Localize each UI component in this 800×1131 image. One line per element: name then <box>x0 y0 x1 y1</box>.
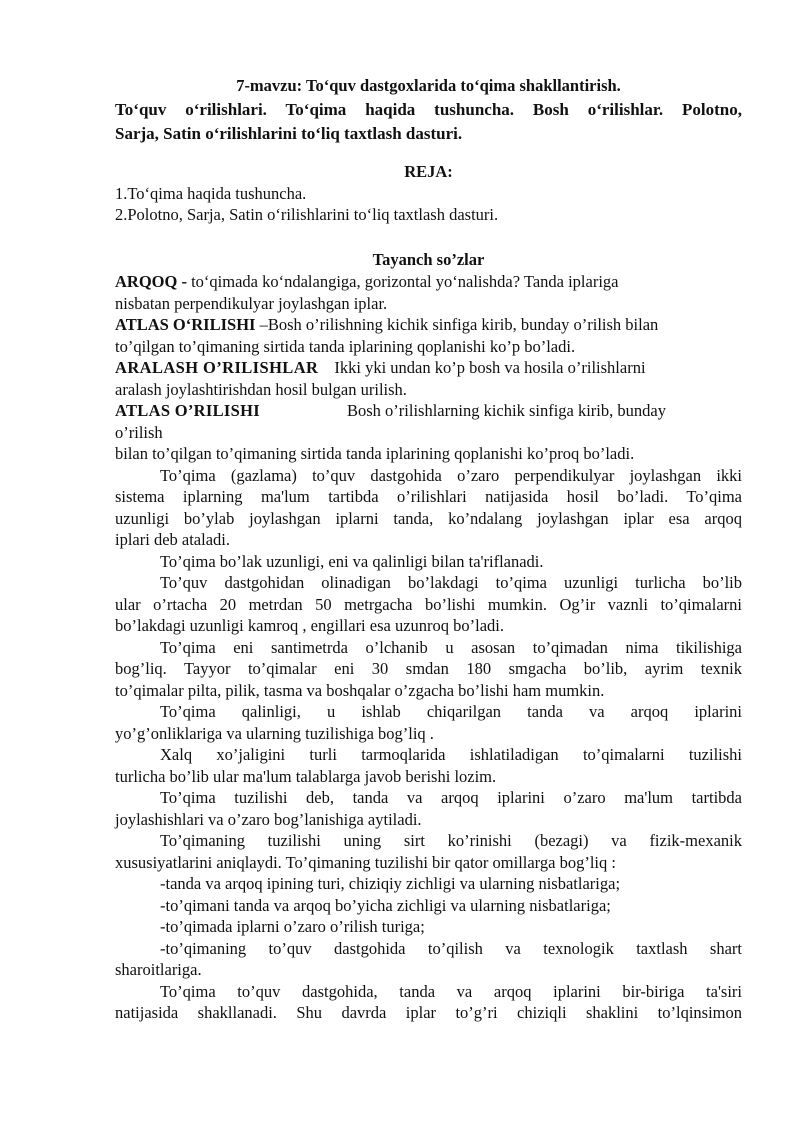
topic-title: 7-mavzu: To‘quv dastgoxlarida to‘qima shakllantirish. <box>236 76 621 95</box>
paragraph-line: bog’liq. Tayyor to’qimalar eni 30 smdan 180 smgacha bo’lib, ayrim texnik <box>115 659 742 678</box>
list-item: -to’qimani tanda va arqoq bo’yicha zichligi va ularning nisbatlariga; <box>160 896 611 915</box>
paragraph-line: Xalq xo’jaligini turli tarmoqlarida ishlatiladigan to’qimalarni tuzilishi <box>160 745 742 764</box>
keyword-atlas-1 <box>115 315 742 335</box>
list-item: -to’qimada iplarni o’zaro o’rilish turiga; <box>160 917 425 936</box>
keyword-definition-line: nisbatan perpendikulyar joylashgan iplar. <box>115 294 388 313</box>
keyword-definition-line: bilan to’qilgan to’qimaning sirtida tanda iplarining qoplanishi ko’proq bo’ladi. <box>115 444 635 463</box>
topic-subtitle-line-2: Sarja, Satin o‘rilishlarini to‘liq taxtlash dasturi. <box>115 124 463 143</box>
keyword-term: ARQOQ - <box>115 272 187 291</box>
keyword-term: ARALASH O’RILISHLAR <box>115 358 319 377</box>
paragraph-line: joylashishlari va o’zaro bog’lanishiga aytiladi. <box>115 810 422 829</box>
plan-item-1: 1.To‘qima haqida tushuncha. <box>115 184 307 203</box>
paragraph-line: yo’g’onliklariga va ularning tuzilishiga bog’liq . <box>115 724 434 743</box>
keyword-definition-line: o’rilish <box>115 423 163 442</box>
paragraph-line: To’qima bo’lak uzunligi, eni va qalinligi bilan ta'riflanadi. <box>160 552 544 571</box>
paragraph-line: ular o’rtacha 20 metrdan 50 metrgacha bo’lishi mumkin. Og’ir vaznli to’qimalarni <box>115 595 742 614</box>
plan-item-2: 2.Polotno, Sarja, Satin o‘rilishlarini to‘liq taxtlash dasturi. <box>115 205 499 224</box>
paragraph-line: To’qima tuzilishi deb, tanda va arqoq iplarini o’zaro ma'lum tartibda <box>160 788 742 807</box>
keyword-arqoq <box>115 272 742 292</box>
paragraph-line: To’qima to’quv dastgohida, tanda va arqoq iplarini bir-biriga ta'siri <box>160 982 742 1001</box>
paragraph-line: to’qimalar pilta, pilik, tasma va boshqalar o’zgacha bo’lishi ham mumkin. <box>115 681 605 700</box>
paragraph-line: sistema iplarning ma'lum tartibda o’rilishlari natijasida hosil bo’ladi. To’qima <box>115 487 742 506</box>
paragraph-line: To’qimaning tuzilishi uning sirt ko’rinishi (bezagi) va fizik-mexanik <box>160 831 742 850</box>
keyword-definition: to‘qimada ko‘ndalangiga, gorizontal yo‘nalishda? Tanda iplariga <box>186 272 619 291</box>
keyword-definition: –Bosh o’rilishning kichik sinfiga kirib, bunday o’rilish bilan <box>255 315 659 334</box>
paragraph-line: To’quv dastgohidan olinadigan bo’lakdagi to’qima uzunligi turlicha bo’lib <box>160 573 742 592</box>
list-item: -to’qimaning to’quv dastgohida to’qilish va texnologik taxtlash shart <box>160 939 742 958</box>
list-item: -tanda va arqoq ipining turi, chiziqiy zichligi va ularning nisbatlariga; <box>160 874 621 893</box>
keyword-atlas-2 <box>115 401 742 421</box>
keyword-aralash <box>115 358 742 378</box>
paragraph-line: bo’lakdagi uzunligi kamroq , engillari esa uzunroq bo’ladi. <box>115 616 505 635</box>
paragraph-line: To’qima qalinligi, u ishlab chiqarilgan tanda va arqoq iplarini <box>160 702 742 721</box>
keyword-term: ATLAS O‘RILISHI <box>115 315 256 334</box>
keyword-definition: Bosh o’rilishlarning kichik sinfiga kirib, bunday <box>347 401 666 420</box>
list-item-continuation: sharoitlariga. <box>115 960 202 979</box>
paragraph-line: To’qima eni santimetrda o’lchanib u asosan to’qimadan nima tikilishiga <box>160 638 742 657</box>
keyword-term: ATLAS O’RILISHI <box>115 401 260 420</box>
paragraph-line: iplari deb ataladi. <box>115 530 230 549</box>
paragraph-line: natijasida shakllanadi. Shu davrda iplar to’g’ri chiziqli shaklini to’lqinsimon <box>115 1003 742 1022</box>
paragraph-line: To’qima (gazlama) to’quv dastgohida o’zaro perpendikulyar joylashgan ikki <box>160 466 742 485</box>
plan-heading: REJA: <box>404 162 453 181</box>
keyword-definition-line: to’qilgan to’qimaning sirtida tanda iplarining qoplanishi ko’p bo’ladi. <box>115 337 576 356</box>
keyword-definition: Ikki yki undan ko’p bosh va hosila o’rilishlarni <box>334 358 646 377</box>
paragraph-line: turlicha bo’lib ular ma'lum talablarga javob berishi lozim. <box>115 767 497 786</box>
paragraph-line: uzunligi bo’ylab joylashgan iplarni tanda, ko’ndalang joylashgan iplar esa arqoq <box>115 509 742 528</box>
keywords-heading: Tayanch so’zlar <box>372 250 485 269</box>
topic-subtitle-line-1: To‘quv o‘rilishlari. To‘qima haqida tushuncha. Bosh o‘rilishlar. Polotno, <box>115 100 742 119</box>
paragraph-line: xususiyatlarini aniqlaydi. To’qimaning tuzilishi bir qator omillarga bog’liq : <box>115 853 616 872</box>
keyword-definition-line: aralash joylashtirishdan hosil bulgan urilish. <box>115 380 407 399</box>
